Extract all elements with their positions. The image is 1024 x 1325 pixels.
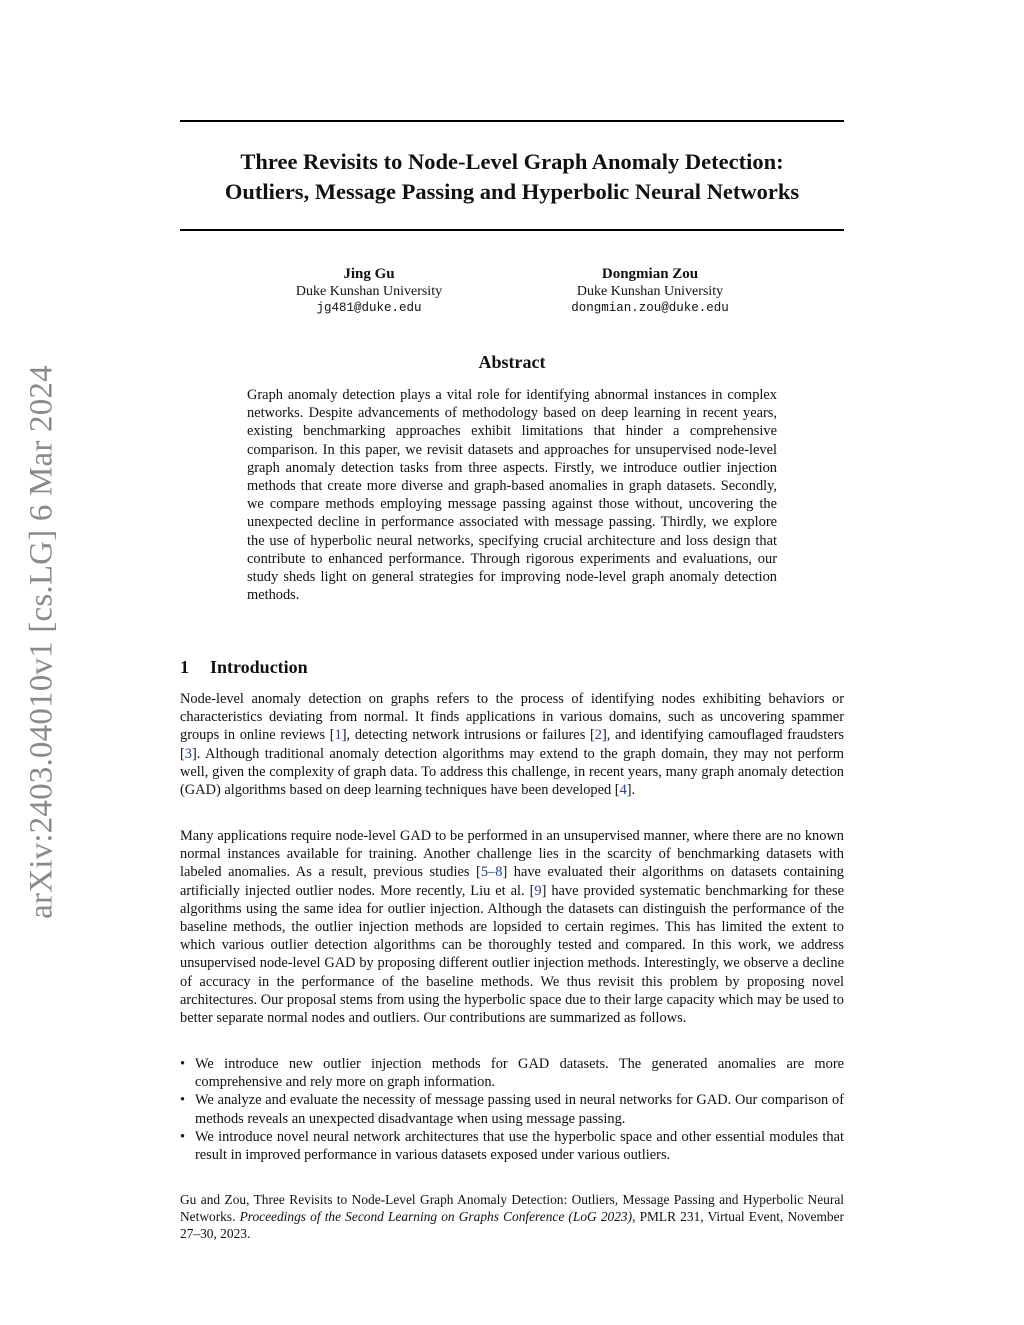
list-item [180,1128,844,1164]
text-run: , PMLR 231, Virtual Event, November 27–30, 2023. [180,1209,845,1241]
list-item [180,1091,844,1127]
abstract-heading: Abstract [478,352,546,372]
title-bottom-rule [180,229,844,231]
citation-link[interactable]: 3 [184,745,192,762]
list-item [180,1055,844,1091]
citation-link[interactable]: 5–8 [480,864,503,881]
text-run: Node-level anomaly detection on graphs refers to the process of identifying nodes exhibiting behaviors or characteristics deviating from normal. It finds applications in various domains, such as uncovering spammer groups in online reviews [ [180,691,844,744]
paper-title [180,147,844,207]
citation-footnote [180,1191,844,1242]
list-item-text: We analyze and evaluate the necessity of message passing used in neural networks for GAD. Our comparison of methods reveals an unexpected disadvantage when using message passing. [195,1092,844,1127]
list-item-text: We introduce novel neural network architectures that use the hyperbolic space and other essential modules that result in improved performance in various datasets exposed under various outliers. [195,1128,844,1164]
author-affiliation: Duke Kunshan University [295,284,443,299]
text-run: ] have provided systematic benchmarking for these algorithms using the same idea for outlier injection. Although the datasets can distinguish the performance of the baseline methods, the outlier injection methods are lopsided to certain regimes. This has limited the extent to which various outlier detection algorithms can be thoroughly tested and compared. In this work, we address unsupervised node-level GAD by proposing different outlier injection methods. Interestingly, we observe a decline of accuracy in the performance of the baseline methods. We thus revisit this problem by proposing novel architectures. Our proposal stems from using the hyperbolic space due to their large capacity which may be used to better separate normal nodes and outliers. Our contributions are summarized as follows. [180,882,844,1027]
text-run: ] have evaluated their algorithms on datasets containing artificially injected outlier nodes. More recently, Liu et al. [ [180,864,845,899]
contributions-list [180,1055,844,1164]
citation-link[interactable]: 4 [619,782,627,799]
bullet-icon: • [180,1092,186,1109]
text-run: ]. [626,782,636,799]
title-line-2: Outliers, Message Passing and Hyperbolic Neural Networks [224,179,800,204]
author-email[interactable]: jg481@duke.edu [316,301,422,315]
author-affiliation: Duke Kunshan University [576,284,724,299]
author-email[interactable]: dongmian.zou@duke.edu [571,301,729,315]
intro-paragraph-2 [180,827,844,1027]
author-name: Jing Gu [343,266,395,282]
text-run: ]. Although traditional anomaly detection algorithms may extend to the graph domain, they may not perform well, given the complexity of graph data. To address this challenge, in recent years, many graph anomaly detection (GAD) algorithms based on deep learning techniques have been developed [ [180,745,844,799]
section-heading-introduction [180,657,308,678]
intro-paragraph-1 [180,690,844,799]
arxiv-identifier: arXiv:2403.04010v1 [cs.LG] 6 Mar 2024 [23,365,60,919]
author-1 [239,265,499,317]
citation-link[interactable]: 1 [334,727,342,744]
abstract-text: Graph anomaly detection plays a vital role for identifying abnormal instances in complex networks. Despite advancements of methodology based on deep learning in recent years, existing benchmarking approaches exhibit limitations that hinder a comprehensive comparison. In this paper, we revisit datasets and approaches for unsupervised node-level graph anomaly detection tasks from three aspects. Firstly, we introduce outlier injection methods that create more diverse and graph-based anomalies in graph datasets. Secondly, we compare methods employing message passing against those without, uncovering the unexpected decline in performance associated with message passing. Thirdly, we explore the use of hyperbolic neural networks, specifying crucial architecture and loss design that contribute to enhanced performance. Through rigorous experiments and evaluations, our study sheds light on general strategies for improving node-level graph anomaly detection methods. [247,387,777,604]
venue-name: Proceedings of the Second Learning on Graphs Conference (LoG 2023) [239,1209,633,1224]
text-run: ], detecting network intrusions or failures [ [341,727,595,744]
author-name: Dongmian Zou [601,266,699,282]
bullet-icon: • [180,1128,186,1145]
title-line-1: Three Revisits to Node-Level Graph Anomaly Detection: [240,149,784,174]
text-run: Many applications require node-level GAD to be performed in an unsupervised manner, where there are no known normal instances available for training. Another challenge lies in the scarcity of benchmarking datasets with labeled anomalies. As a result, previous studies [ [180,828,844,881]
citation-link[interactable]: 9 [534,882,542,899]
text-run: Gu and Zou, Three Revisits to Node-Level Graph Anomaly Detection: Outliers, Message Passing and Hyperbolic Neural Networks. [180,1192,844,1224]
title-top-rule [180,120,844,122]
bullet-icon: • [180,1056,186,1072]
section-number: 1 [180,657,189,677]
list-item-text: We introduce new outlier injection methods for GAD datasets. The generated anomalies are more comprehensive and rely more on graph information. [195,1056,844,1091]
author-2 [520,265,780,317]
text-run: ], and identifying camouflaged fraudsters [ [180,727,845,762]
citation-link[interactable]: 2 [594,727,602,744]
section-title: Introduction [210,657,308,677]
